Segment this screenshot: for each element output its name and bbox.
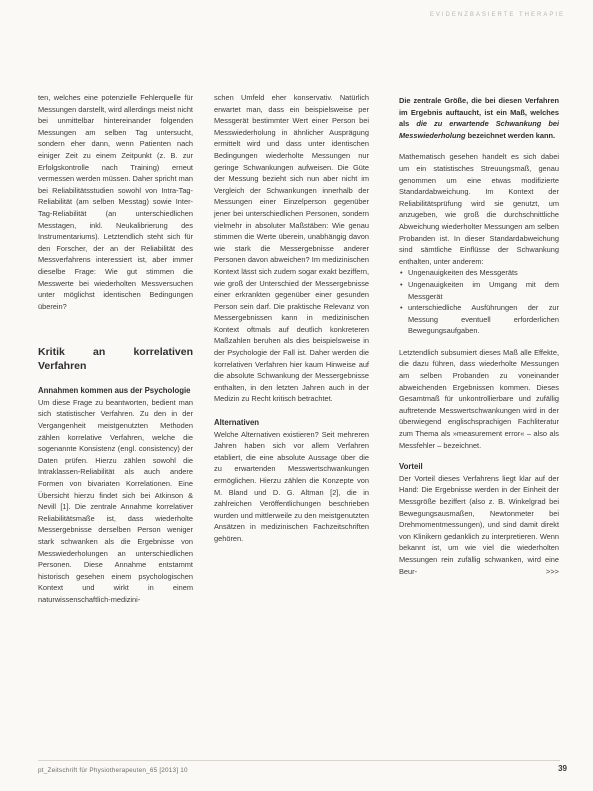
column-right bbox=[399, 95, 559, 577]
bullet-list bbox=[399, 267, 559, 337]
running-header: EVIDENZBASIERTE THERAPIE bbox=[429, 12, 565, 18]
paragraph: schen Umfeld eher konservativ. Natürlich erwartet man, dass ein beispielsweise per Messgerät bestimmter Wert einer Person bei Messwiederholung in ähnlicher Ausprägung ermittelt wird und dass unter identischen Bedingungen wiederholte Messungen nur geringe Schwankungen aufweisen. Die Güte der Messung bezieht sich nun aber nicht im Vergleich der Schwankungen innerhalb der Messungen einer Einzelperson gegenüber jener bei unterschiedlichen Personen, sondern vielmehr in absoluter Maßstäben: Wie genau stimmen die Werte überein, unabhängig davon wie stark die Messergebnisse anderer Personen davon abweichen? Im medizinischen Kontext lässt sich zudem sogar exakt beziffern, wie groß der Unterschied der Messergebnisse einer erkrankten gegenüber einer gesunden Person sein darf. Die praktische Relevanz von Messergebnissen kann in medizinischen Kontext oftmals auf deutlich konkreteren Maßzahlen beruhen als dies beispielsweise in der Psychologie der Fall ist. Daher werden die korrelativen Verfahren hier kaum Hinweise auf die absolute Schwankung der Messergebnisse enthalten, in den letzten Jahren auch in der Medizin zu Recht kritisch betrachtet. bbox=[214, 93, 369, 404]
lead-paragraph bbox=[399, 95, 559, 141]
lead-text-end: bezeichnet werden kann. bbox=[467, 130, 556, 140]
list-item: • Ungenauigkeiten im Umgang mit dem Messgerät bbox=[408, 279, 559, 302]
subsection-heading: Vorteil bbox=[399, 462, 423, 472]
paragraph bbox=[399, 473, 559, 577]
paragraph: Letztendlich subsumiert dieses Maß alle Effekte, die dazu führen, dass wiederholte Messungen am selben Probanden zu voneinander abweichenden Ergebnissen kommen. Dieses Gesamtmaß für unkontrollierbare und zufällig auftretende Messwertschwankungen wird in der überwiegend englischsprachigen Fachliteratur zum Thema als »measurement error« – also als Messfehler – bezeichnet. bbox=[399, 347, 559, 450]
paragraph: Welche Alternativen existieren? Seit mehreren Jahren haben sich vor allem Verfahren etabliert, die eine absolute Aussage über die zu erwartenden Messwertschwankungen ermöglichen. Hierzu zählen die Konzepte von M. Bland und D. G. Altman [2], die in zahlreichen Veröffentlichungen beschrieben wurden und mittlerweile zu den meistgenutzten Ansätzen in medizinischen Fachzeitschriften gehören. bbox=[214, 429, 369, 543]
continue-marker: >>> bbox=[546, 566, 559, 576]
paragraph: Mathematisch gesehen handelt es sich dabei um ein statistisches Streuungsmaß, genau genommen um eine etwas modifizierte Standardabweichung. Im Kontext der Reliabilitätsprüfung wird sie genutzt, um anzugeben, wie groß die durchschnittliche Abweichung wiederholter Messungen am selben Probanden ist. In dieser Standardabweichung sind sämtliche Einflüsse der Schwankung enthalten, unter anderem: bbox=[399, 152, 559, 266]
footer-divider bbox=[38, 760, 560, 761]
subsection-heading: Alternativen bbox=[214, 418, 260, 428]
page-number: 39 bbox=[558, 764, 567, 773]
paragraph: ten, welches eine potenzielle Fehlerquelle für Messungen darstellt, wird allerdings meist nicht bei unmittelbar hintereinander folgenden Messungen am selben Tag untersucht, sondern eher dann, wenn Patienten nach einiger Zeit zu einem Zeitpunkt (z. B. zur Erfolgskontrolle nach Training) erneut vermessen werden müssen. Daher spricht man bei Reliabilitätsstudien sowohl von Intra-Tag-Reliabilität (am selben Messtag) sowie Inter-Tag-Reliabilität (an unterschiedlichen Messtagen, inkl. Neukalibrierung des Instrumentariums). Letztendlich steht sich für den Forscher, der an der Reliabilität des Messverfahrens interessiert ist, aber immer dieselbe Frage: Wie gut stimmen die Messwerte bei wiederholten Messversuchen unter möglichst identischen Bedingungen überein? bbox=[38, 93, 193, 311]
column-left bbox=[38, 92, 193, 606]
paragraph: Um diese Frage zu beantworten, bedient man sich statistischer Verfahren. Zu den in der Vergangenheit meistgenutzten Methoden zählen korrelative Verfahren, welche die sogenannte Konsistenz (engl. consistency) der Daten prüfen. Hierzu zählen sowohl die Intraklassen-Reliabilität als auch andere Formen von bivariaten Korrelationen. Eine Übersicht hierzu findet sich bei Atkinson & Nevill [1]. Die zentrale Annahme korrelativer Reliabilitätsmaße ist, dass wiederholte Messergebnisse derselben Person weniger stark schwanken als die Ergebnisse von Messwiederholungen an unterschiedlichen Personen. Diese Annahme entstammt historisch gesehen einem psychologischen Kontext und wirkt in einem naturwissenschaftlich-medizini- bbox=[38, 397, 193, 604]
list-item: • Ungenauigkeiten des Messgeräts bbox=[408, 267, 559, 279]
paragraph-text: Der Vorteil dieses Verfahrens liegt klar auf der Hand: Die Ergebnisse werden in der Einheit der Messgröße beziffert (also z. B. Winkelgrad bei Bewegungsausmaßen, Newtonmeter bei Drehmomentmessungen), und sind damit direkt von Klinikern gedanklich zu interpretieren. Wenn bekannt ist, um wie viel die wiederholten Messungen rein zufällig schwanken, wird eine Beur- bbox=[399, 473, 559, 576]
footer-journal: pt_Zeitschrift für Physiotherapeuten_65 [2013] 10 bbox=[38, 767, 188, 774]
column-middle bbox=[214, 92, 369, 545]
section-heading: Kritik an korrelativen Verfahren bbox=[38, 346, 193, 373]
list-item: • unterschiedliche Ausführungen der zur Messung eventuell erforderlichen Bewegungsaufgaben. bbox=[408, 302, 559, 337]
lead-text: Die zentrale Größe, die bei diesen Verfahren im Ergebnis auftaucht, ist ein Maß, welches als bbox=[399, 96, 559, 129]
lead-italic: die zu erwartende Schwankung bei Messwiederholung bbox=[399, 119, 559, 140]
subsection-heading: Annahmen kommen aus der Psychologie bbox=[38, 386, 191, 396]
